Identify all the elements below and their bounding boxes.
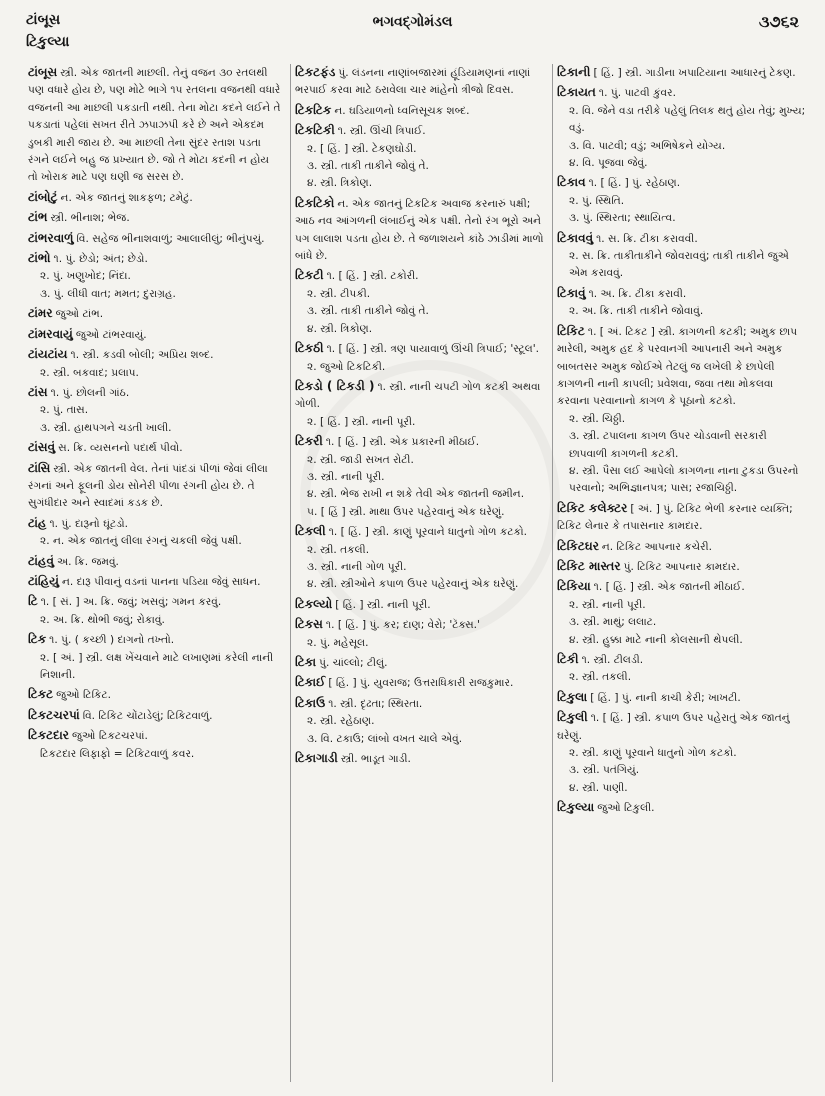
entry-definition: સ્ત્રી. ભાડૂત ગાડી. [340,753,411,766]
dictionary-entry [28,250,282,303]
dictionary-entry [28,727,282,763]
entry-definition: વિ. ટિકિટ ચોંટાડેલું; ટિકિટવાળું. [82,709,213,722]
entry-definition: ૧. સ્ત્રી. ઊંચી ત્રિપાઈ. [337,125,426,138]
entry-headword: ટિકા [295,655,317,669]
dictionary-entry [557,651,807,687]
entry-sub-sense: ૨. સ્ત્રી. રહેઠાણ. [307,715,375,728]
entry-headword: ટિકઠી [295,341,324,356]
dictionary-entry [28,573,282,591]
entry-sub-sense: ૨. સ્ત્રી. જાડી સખત રોટી. [307,453,414,466]
entry-headword: ટિ [28,594,38,609]
entry-headword: ટાંભો [28,251,51,266]
entry-definition: પું. ચાંલ્લો; ટીલું. [319,657,388,669]
dictionary-entry [295,267,549,338]
entry-definition: ન. ઘડિયાળનો ધ્વનિસૂચક શબ્દ. [334,104,470,117]
header-left-guideword-bottom: ટિકુલ્યા [26,34,70,50]
entry-definition: પું. ટિકિટ આપનાર કામદાર. [623,560,740,573]
entry-headword: ટિકાયત [557,85,596,100]
entry-headword: ટિકાની [557,65,591,79]
entry-sub-sense: ૩. પું. લીધી વાત; મમત; દુરાગ્રહ. [40,287,176,300]
dictionary-entry [28,305,282,323]
dictionary-entry [295,102,549,120]
entry-headword: ટિકલી [295,524,326,539]
entry-headword: ટિકસ [295,617,323,632]
entry-sub-sense: ૩. સ્ત્રી. તાકી તાકીને જોવું તે. [307,160,429,173]
entry-definition: ૧. [ હિં. ] પું. રહેઠાણ. [588,177,681,190]
entry-definition: [ હિં. ] સ્ત્રી. નાની પૂરી. [335,598,431,611]
entry-headword: ટિકટિકી [295,123,335,138]
entry-sub-sense: ૩. સ્ત્રી. તાકી તાકીને જોવું તે. [307,305,429,318]
entry-sub-sense: ૪. સ્ત્રી. ભેજ રાખી ન શકે તેવી એક જાતની જમીન. [307,488,525,501]
entry-definition: ૧. [ અં. ટિકટ ] સ્ત્રી. કાગળની કટકી; અમુક છાપ મારેલી, અમુક હદ કે પરવાનગી આપનારી અને અમુક બાબતસર અમુક જોઈએ તેટલું જ લખેલી કે છાપેલી કાગળની નાની કાપલી; પ્રવેશવા, જવા તથા મોકલવા કરવાના પરવાનાનો કાગળ કે પૂઠાનો કટકો. [557,325,798,408]
entry-headword: ટિકિટઘર [557,538,599,553]
entry-definition: ૧. પું. છોલની ગાંઠ. [50,386,130,399]
entry-headword: ટાંભ [28,210,48,225]
entry-definition: ૧. [ હિં. ] સ્ત્રી. ટકોરી. [326,270,419,283]
entry-definition: ૧. પું. પાટવી કુંવર. [598,87,676,100]
entry-sub-sense: ૩. સ્ત્રી. નાની ગોળ પૂરી. [307,560,407,573]
entry-definition: જુઓ ટાંભ. [55,308,104,321]
entry-sub-sense: ૩. સ્ત્રી. નાની પૂરી. [307,470,385,483]
entry-headword: ટિકલ્યો [295,596,333,611]
entry-sub-sense: ૨. પું. ખણુખોદ; નિંદા. [40,270,131,283]
dictionary-entry [557,174,807,227]
dictionary-entry [557,323,807,498]
entry-definition: ૧. સ. ક્રિ. ટીકા કરાવવી. [596,232,698,245]
dictionary-entry [28,439,282,457]
entry-sub-sense: ૨. વિ. જેને વડા તરીકે પહેલું તિલક થતું હોય તેવું; મુખ્ય; વડું. [569,104,806,135]
entry-sub-sense: ૨. સ્ત્રી. તકલી. [307,543,370,556]
dictionary-entry [295,340,549,376]
entry-headword: ટિકી [557,652,579,666]
entry-headword: ટાંબૂસ [28,65,58,79]
dictionary-entry [295,523,549,594]
entry-sub-sense: ૨. ન. એક જાતનું લીલા રંગનું ચકલી જેવું પક્ષી. [40,535,242,548]
dictionary-entry [295,195,549,266]
entry-headword: ટાંસિ [28,460,51,475]
entry-headword: ટિકટી [295,268,324,283]
entry-headword: ટિકાઈ [295,675,326,690]
dictionary-entry [28,326,282,344]
entry-headword: ટાંબોટું [28,189,58,204]
dictionary-entry [28,707,282,725]
dictionary-entry [295,122,549,193]
entry-sub-sense: ૨. સ્ત્રી. કાણું પૂરવાને ધાતુનો ગોળ કટકો. [569,747,737,760]
entry-definition: ૧. [ હિં. ] સ્ત્રી. કપાળ ઉપર પહેરાતું એક જાતનું ઘરેણું. [557,712,790,742]
entry-sub-sense: ૨. અ. ક્રિ. તાકી તાકીને જોવાવું. [569,305,704,318]
entry-sub-sense: ૨. સ્ત્રી. ચિઠ્ઠી. [569,412,626,425]
entry-sub-sense: ૩. સ્ત્રી. હાથપગને ચડતી ખાલી. [40,421,172,434]
entry-definition: જુઓ ટિકિટ. [56,689,111,702]
entry-headword: ટિકાઉ [295,695,326,710]
entry-definition: સ્ત્રી. ભીનાશ; ભેજ. [50,212,130,225]
entry-definition: સ. ક્રિ. વ્યસનનો પદાર્થ પીવો. [58,442,183,455]
entry-sub-sense: ૨. પું. મહેસૂલ. [307,636,369,649]
entry-headword: ટિકાગાડી [295,751,338,766]
entry-definition: ૧. [ હિં. ] પું. કર; દાણ; વેરો; 'ટૅક્સ.' [325,619,480,632]
entry-headword: ટિકરી [295,434,323,449]
entry-definition: ૧. [ હિં. ] સ્ત્રી. કાણું પૂરવાને ધાતુનો ગોળ કટકો. [328,526,527,539]
entry-headword: ટાંભરવાળું [28,230,74,245]
entry-definition: ૧. [ હિં. ] સ્ત્રી. ત્રણ પાયાવાળું ઊંચી ત્રિપાઈ; 'સ્ટૂલ'. [326,343,540,356]
dictionary-entry [295,616,549,652]
dictionary-entry [295,378,549,431]
entry-sub-sense: ૨. જુઓ ટિકટિકી. [307,360,386,373]
dictionary-entry [295,750,549,768]
entry-headword: ટિકિટ કલેક્ટર [557,500,628,515]
entry-sub-sense: ૨. સ્ત્રી. નાની પૂરી. [569,598,646,611]
dictionary-entry [557,500,807,536]
entry-definition: અ. ક્રિ. જમવું. [56,555,119,568]
dictionary-entry [28,631,282,684]
entry-headword: ટિકાવું [557,285,586,300]
entry-sub-sense: ૨. સ્ત્રી. બકવાદ; પ્રલાપ. [40,366,139,379]
entry-definition: ૧. સ્ત્રી. ટીલડી. [581,654,644,666]
entry-sub-sense: ૩. વિ. ટકાઉ; લાંબો વખત ચાલે એવું. [307,732,463,745]
entry-definition: વિ. સહેજ ભીનાશવાળું; આલાલીલું; ભીનુંપચું. [76,232,265,245]
entry-headword: ટાંસ [28,384,48,399]
entry-headword: ટિકાવવું [557,230,594,245]
header-page-number: ૩૭૬૨ [758,12,799,31]
dictionary-entry [295,654,549,672]
entry-headword: ટાંહિયું [28,573,59,588]
entry-headword: ટિક [28,632,47,647]
entry-definition: [ હિં. ] સ્ત્રી. ગાડીના ખપાટિયાના આધારનું ટેકણ. [593,67,796,79]
entry-sub-sense: ૨. સ. ક્રિ. તાકીતાકીને જોવરાવવું; તાકી તાકીને જુએ એમ કરાવવું. [569,250,789,280]
dictionary-entry [557,689,807,707]
entry-headword: ટિકાવ [557,175,586,190]
entry-headword: ટાંયટાંય [28,347,68,362]
entry-definition: ૧. પું. છેડો; અંત; છેડો. [53,253,148,266]
dictionary-entry [28,515,282,551]
entry-definition: ૧. સ્ત્રી. કડવી બોલી; અપ્રિય શબ્દ. [70,349,214,362]
entry-headword: ટાંસવું [28,440,56,455]
entry-headword: ટિકટ [28,687,54,702]
entry-sub-sense: ૩. વિ. પાટવી; વડું; અભિષેકને યોગ્ય. [569,139,726,152]
dictionary-entry [295,674,549,692]
entry-sub-sense: ૪. સ્ત્રી. સ્ત્રીઓને કપાળ ઉપર પહેરવાનું એક ઘરેણું. [307,578,519,591]
entry-definition: ૧. સ્ત્રી. નાની ચપટી ગોળ કટકી અથવા ગોળી. [295,380,541,411]
entry-definition: સ્ત્રી. એક જાતની વેલ. તેનાં પાંદડાં પીળાં જેવાં લીલા રંગનાં અને ફૂલની ડોય સોનેરી પીળા રંગની હોય છે. તે સુગંધીદાર અને સ્વાદમાં કડક છે. [28,462,268,510]
entry-sub-sense: ૨. પું. સ્થિતિ. [569,194,625,207]
entry-sub-sense: ૨. સ્ત્રી. ટીપકી. [307,287,371,300]
entry-sub-sense: ૪. સ્ત્રી. હુક્કા માટે નાની કોલસાની થેપલી. [569,633,743,646]
entry-definition: ૧. [ સં. ] અ. ક્રિ. જવું; ખસવું; ગમન કરવું. [40,596,222,609]
entry-sub-sense: ૨. [ અં. ] સ્ત્રી. લક્ષ ખેંચવાને માટે લખાણમાં કરેલી નાની નિશાની. [40,651,274,681]
entry-headword: ટિકુલ્યા [557,800,595,815]
dictionary-entry [557,230,807,283]
dictionary-entry [295,695,549,748]
entry-headword: ટાંહવું [28,553,54,568]
dictionary-entry [557,285,807,321]
entry-sub-sense: ૩. સ્ત્રી. પતંગિયું. [569,764,640,777]
dictionary-entry [28,346,282,382]
entry-definition: સ્ત્રી. એક જાતની માછલી. તેનું વજન ૩૦ રતલથી પણ વધારે હોય છે, પણ મોટે ભાગે ૧૫ રતલના વજનથી વધારે વજનની આ માછલી પકડાતી નથી. તેના મોટા કદને લઈને તે પકડાતાં પહેલાં સખત રીતે ઝપાઝપી કરે છે અને એકદમ ડુબકી મારી જાય છે. આ માછલી તેના સુંદર રતાશ પડતા રંગને લઈને બહુ જ પ્રખ્યાત છે. જો તે મોટા કદની ન હોય તો ખોરાક માટે પણ ઘણી જ સરસ છે. [28,67,281,184]
dictionary-entry [28,686,282,704]
entry-headword: ટિકિયા [557,579,591,594]
dictionary-entry [295,596,549,614]
entry-sub-sense: ૩. પું. સ્થિરતા; સ્થાયિત્વ. [569,212,676,225]
entry-definition: જુઓ ટિકુલી. [597,802,655,815]
entry-sub-sense: ૪. સ્ત્રી. ત્રિકોણ. [307,177,373,190]
entry-definition: જુઓ ટાંભરવાયું. [75,328,147,341]
entry-definition: ન. એક જાતનું ટિકટિક અવાજ કરનારું પક્ષી; આઠ નવ આંગળની લંબાઈનું એક પક્ષી. તેનો રંગ ભૂરો અને પગ લાલાશ પડતા હોય છે. તે જળાશયને કાંઠે ઝાડીમાં માળો બાંધે છે. [295,197,544,263]
entry-sub-sense: ૪. સ્ત્રી. ત્રિકોણ. [307,322,373,335]
entry-definition: પું. લંડનના નાણાંબજારમાં હૂંડિયામણનાં નાણાં ભરપાઈ કરવા માટે ઠરાવેલા ચાર માંહેનો ત્રીજો દિવસ. [295,67,531,97]
dictionary-entry [557,84,807,172]
dictionary-entry [557,558,807,576]
dictionary-entry [28,384,282,437]
dictionary-column-1 [28,64,282,1082]
entry-headword: ટિકટિકો [295,195,335,210]
dictionary-entry [28,593,282,629]
entry-definition: [ અં. ] પું. ટિકિટ ભેળી કરનાર વ્યક્તિ; ટિકિટ લેનાર કે તપાસનાર કામદાર. [557,502,793,533]
entry-sub-sense: ૨. [ હિં. ] સ્ત્રી. નાની પૂરી. [307,415,416,428]
dictionary-entry [28,189,282,207]
dictionary-column-2 [290,64,549,1082]
entry-definition: ૧. સ્ત્રી. દૃઢતા; સ્થિરતા. [328,697,423,710]
entry-headword: ટિકુલી [557,710,588,725]
dictionary-entry [28,209,282,227]
entry-sub-sense: ૩. સ્ત્રી. ટપાલના કાગળ ઉપર ચોડવાની સરકારી છાપવાળી કાગળની કટકી. [569,430,767,460]
entry-headword: ટિકટફંડ [295,65,336,79]
entry-sub-sense: ૨. અ. ક્રિ. થોભી જવું; રોકાવું. [40,613,165,626]
dictionary-entry [557,64,807,82]
entry-definition: ન. દારૂ પીવાનું વડનાં પાનના પડિયા જેવું સાધન. [62,575,261,588]
entry-headword: ટાંમર [28,306,53,321]
entry-headword: ટિકુલા [557,689,588,704]
entry-headword: ટાંમરવાયું [28,326,73,341]
entry-sub-sense: ૨. સ્ત્રી. તકલી. [569,671,632,684]
entry-definition: ૧. [ હિં. ] સ્ત્રી. એક પ્રકારની મીઠાઈ. [325,436,480,449]
entry-headword: ટિકિટ [557,323,585,338]
entry-headword: ટિકટચરપાં [28,707,80,722]
page-header [0,0,825,62]
dictionary-entry [557,578,807,649]
dictionary-entry [295,433,549,521]
dictionary-entry [28,230,282,248]
entry-headword: ટિકટદાર [28,728,70,743]
entry-definition: ૧. પું. દારૂનો ઘૂંટડો. [49,517,128,530]
entry-definition: [ હિં. ] પું. નાની કાચી કેરી; ખાખટી. [590,691,741,704]
dictionary-entry [557,799,807,817]
dictionary-entry [557,709,807,797]
entry-sub-sense: ૪. સ્ત્રી. પૈસા લઈ આપેલો કાગળના નાના ટુકડા ઉપરનો પરવાનો; અભિજ્ઞાનપત્ર; પાસ; રજાચિઠ્ઠી. [569,464,799,495]
dictionary-entry [28,553,282,571]
dictionary-entry [28,460,282,513]
header-book-title: ભગવદ્ગોમંડલ [372,14,453,30]
dictionary-entry [295,64,549,100]
header-left-guideword-top: ટાંબૂસ [26,12,61,28]
entry-sub-sense: ટિકટદાર લિફાફો = ટિકિટવાળું કવર. [40,747,195,760]
entry-definition: ૧. [ હિં. ] સ્ત્રી. એક જાતની મીઠાઈ. [593,581,745,594]
entry-sub-sense: ૨. પું. તાસ. [40,404,89,417]
entry-sub-sense: ૫. [ હિં ] સ્ત્રી. માથા ઉપર પહેરવાનું એક ઘરેણું. [307,505,505,518]
entry-definition: ૧. અ. ક્રિ. ટીકા કરાવી. [588,287,687,300]
entry-definition: જુઓ ટિકટચરપાં. [72,730,148,743]
entry-headword: ટિકિટ માસ્તર [557,558,621,573]
entry-sub-sense: ૪. સ્ત્રી. પાણી. [569,781,628,794]
entry-sub-sense: ૨. [ હિં. ] સ્ત્રી. ટેકણઘોડી. [307,142,417,155]
entry-definition: ૧. પું. ( કચ્છી ) દાગનો તખ્તો. [49,634,175,647]
entry-definition: ન. ટિકિટ આપનાર કચેરી. [601,540,713,553]
entry-definition: ન. એક જાતનું શાકફળ; ટમેટું. [60,191,193,204]
dictionary-entry [557,538,807,556]
entry-headword: ટિકડો ( ટિકડી ) [295,378,375,393]
entry-sub-sense: ૩. સ્ત્રી. માથું; લલાટ. [569,616,657,629]
entry-sub-sense: ૪. વિ. પૂજવા જેવું. [569,157,648,170]
entry-headword: ટિકટિક [295,102,332,117]
entry-headword: ટાંહ [28,515,47,530]
entry-definition: [ હિં. ] પું. યુવરાજ; ઉત્તરાધિકારી રાજકુમાર. [328,677,514,690]
dictionary-entry [28,64,282,187]
dictionary-column-3 [552,64,807,1082]
